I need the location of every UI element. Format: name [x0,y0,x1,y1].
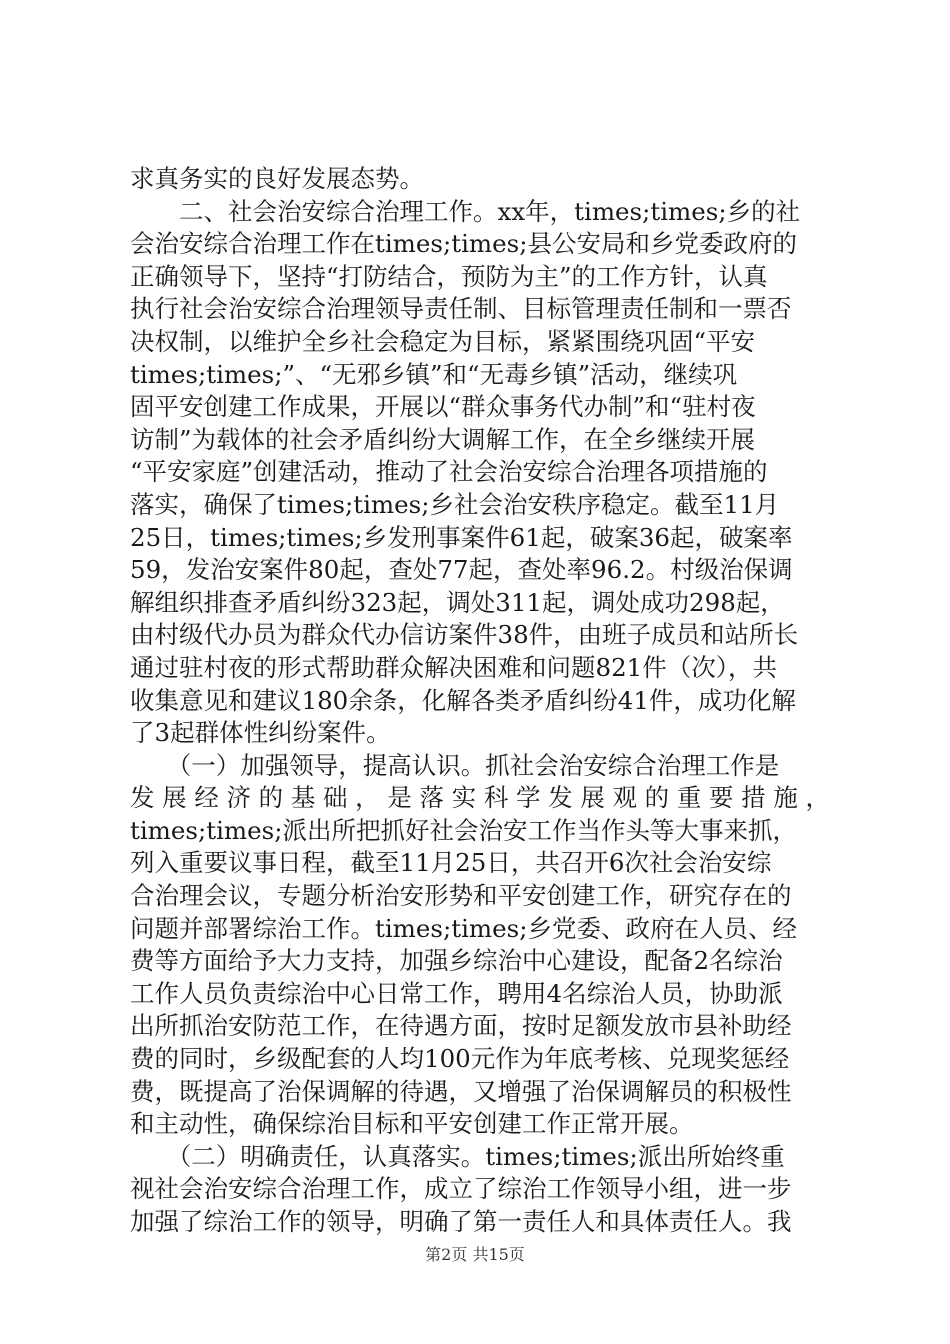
text-line: 收集意见和建议180余条，化解各类矛盾纠纷41件，成功化解 [130,685,796,715]
text-line: 费，既提高了治保调解的待遇，又增强了治保调解员的积极性 [130,1076,792,1106]
text-line: 合治理会议，专题分析治安形势和平安创建工作，研究存在的 [130,881,792,911]
text-line: 决权制，以维护全乡社会稳定为目标，紧紧围绕巩固“平安 [130,326,756,356]
text-line: 执行社会治安综合治理领导责任制、目标管理责任制和一票否 [130,294,792,324]
body-text [130,163,830,1239]
text-line: 正确领导下，坚持“打防结合，预防为主”的工作方针，认真 [130,261,768,291]
text-line: 发展经济的基础，是落实科学发展观的重要措施， [130,783,830,813]
text-line: 求真务实的良好发展态势。 [130,164,424,193]
text-line: 固平安创建工作成果，开展以“群众事务代办制”和“驻村夜 [130,392,756,422]
text-line: 加强了综治工作的领导，明确了第一责任人和具体责任人。我 [130,1207,792,1236]
text-line: （一）加强领导，提高认识。抓社会治安综合治理工作是 [130,750,780,780]
text-line: 和主动性，确保综治目标和平安创建工作正常开展。 [130,1109,694,1139]
text-line: 了3起群体性纠纷案件。 [130,718,391,748]
page-footer: 第2页 共15页 [425,1245,525,1264]
text-line: 会治安综合治理工作在times;times;县公安局和乡党委政府的 [130,229,797,259]
text-line: 费等方面给予大力支持，加强乡综治中心建设，配备2名综治 [130,946,783,976]
text-line: times;times;”、“无邪乡镇”和“无毒乡镇”活动，继续巩 [130,359,738,389]
text-line: （二）明确责任，认真落实。times;times;派出所始终重 [130,1141,785,1171]
text-line: 列入重要议事日程，截至11月25日，共召开6次社会治安综 [130,848,772,878]
text-line: 由村级代办员为群众代办信访案件38件，由班子成员和站所长 [130,620,799,650]
text-line: 视社会治安综合治理工作，成立了综治工作领导小组，进一步 [130,1174,792,1204]
text-line: “平安家庭”创建活动，推动了社会治安综合治理各项措施的 [130,457,768,487]
text-line: 出所抓治安防范工作，在待遇方面，按时足额发放市县补助经 [130,1011,792,1041]
text-line: 访制”为载体的社会矛盾纠纷大调解工作，在全乡继续开展 [130,424,756,454]
text-line: 59，发治安案件80起，查处77起，查处率96.2。村级治保调 [130,555,793,585]
text-line: 工作人员负责综治中心日常工作，聘用4名综治人员，协助派 [130,978,783,1008]
text-line: 25日，times;times;乡发刑事案件61起，破案36起，破案率 [130,522,793,552]
text-line: 问题并部署综治工作。times;times;乡党委、政府在人员、经 [130,913,797,943]
text-line: 通过驻村夜的形式帮助群众解决困难和问题821件（次），共 [130,652,778,682]
text-line: 费的同时，乡级配套的人均100元作为年底考核、兑现奖惩经 [130,1044,790,1074]
text-line: times;times;派出所把抓好社会治安工作当作头等大事来抓， [130,815,797,845]
text-line: 落实，确保了times;times;乡社会治安秩序稳定。截至11月 [130,489,780,519]
text-line: 解组织排查矛盾纠纷323起，调处311起，调处成功298起， [130,587,785,617]
text-line: 二、社会治安综合治理工作。xx年，times;times;乡的社 [130,196,801,226]
